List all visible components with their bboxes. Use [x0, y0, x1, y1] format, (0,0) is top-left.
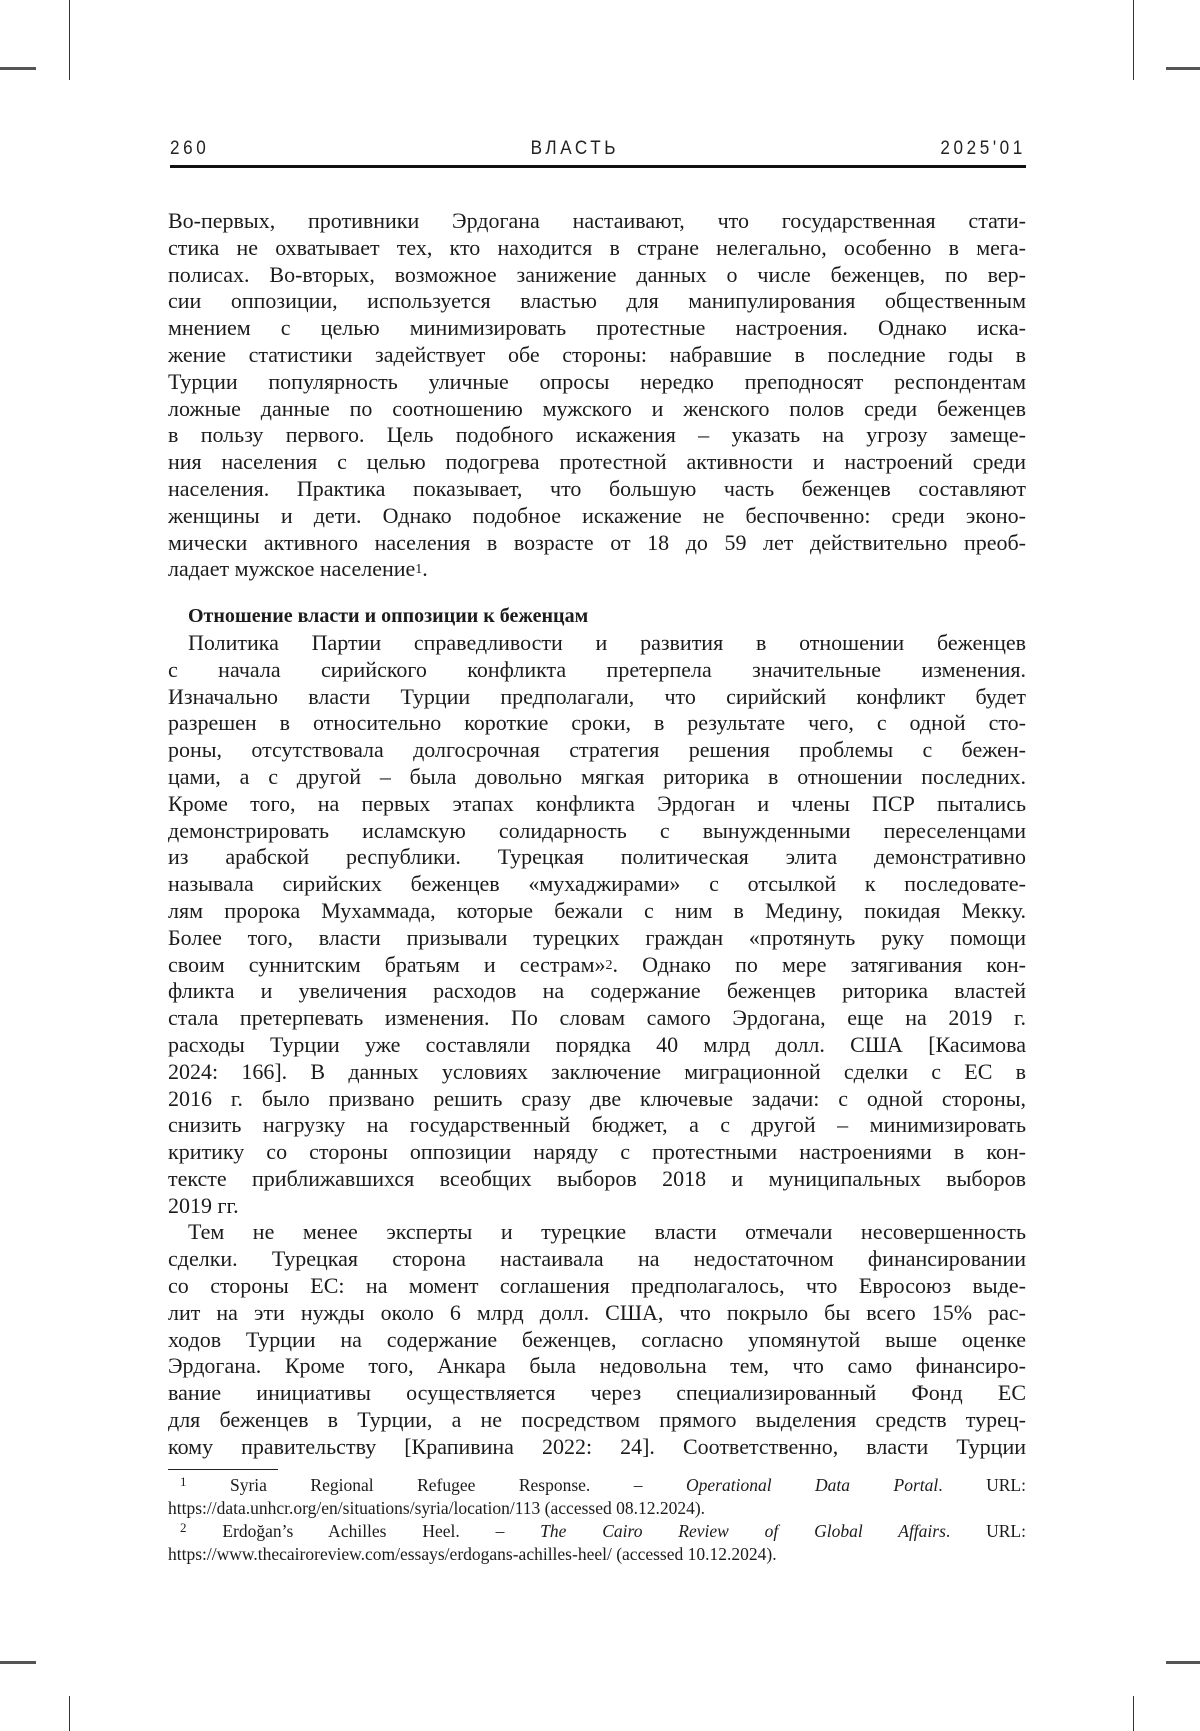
text-line: в пользу первого. Цель подобного искажения – указать на угрозу замеще-	[168, 422, 1026, 448]
text-line: критику со стороны оппозиции наряду с протестными настроениями в кон-	[168, 1139, 1026, 1165]
text-line: 2019 гг.	[168, 1192, 239, 1218]
crop-mark-bottom-left	[69, 1696, 70, 1731]
crop-mark-left-upper	[0, 67, 36, 70]
text-fragment: Политика Партии справедливости и развития в отношении беженцев	[188, 629, 1026, 655]
text-line: мически активного населения в возрасте от 18 до 59 лет действительно преоб-	[168, 529, 1026, 555]
header-rule	[170, 165, 1026, 168]
paragraph-3	[168, 1219, 1026, 1460]
text-line	[168, 952, 1026, 979]
text-line: стика не охватывает тех, кто находится в стране нелегально, особенно в мега-	[168, 234, 1026, 260]
crop-mark-right-lower	[1166, 1661, 1200, 1664]
text-line: с начала сирийского конфликта претерпела значительные изменения.	[168, 656, 1026, 682]
text-line: для беженцев в Турции, а не посредством прямого выделения средств турец-	[168, 1407, 1026, 1433]
text-line: тексте приближавшихся всеобщих выборов 2018 и муниципальных выборов	[168, 1165, 1026, 1191]
text-line: разрешен в относительно короткие сроки, в результате чего, с одной сто-	[168, 710, 1026, 736]
text-line: вание инициативы осуществляется через специализированный Фонд ЕС	[168, 1380, 1026, 1406]
crop-mark-left-lower	[0, 1661, 36, 1664]
text-line: расходы Турции уже составляли порядка 40 млрд долл. США [Касимова	[168, 1031, 1026, 1057]
footnote-1	[168, 1474, 1026, 1520]
crop-mark-bottom-right	[1133, 1696, 1134, 1731]
running-header	[170, 138, 1026, 166]
text-line: Более того, власти призывали турецких граждан «протянуть руку помощи	[168, 924, 1026, 950]
text-line: Во-первых, противники Эрдогана настаивают, что государственная стати-	[168, 208, 1026, 233]
text-line: лям пророка Мухаммада, которые бежали с ним в Медину, покидая Мекку.	[168, 897, 1026, 923]
paragraph-2	[168, 630, 1026, 1220]
text-line: ложные данные по соотношению мужского и женского полов среди беженцев	[168, 395, 1026, 421]
text-line: Эрдогана. Кроме того, Анкара была недовольна тем, что само финансиро-	[168, 1353, 1026, 1379]
text-line: Кроме того, на первых этапах конфликта Эрдоган и члены ПСР пытались	[168, 790, 1026, 816]
crop-mark-top-right	[1133, 0, 1134, 80]
text-line: ния населения с целью подогрева протестной активности и настроений среди	[168, 449, 1026, 475]
text-line: сии оппозиции, используется властью для манипулирования общественным	[168, 288, 1026, 314]
text-line: снизить нагрузку на государственный бюджет, а с другой – минимизировать	[168, 1112, 1026, 1138]
text-line: сделки. Турецкая сторона настаивала на недостаточном финансировании	[168, 1246, 1026, 1272]
text-line	[168, 630, 1026, 657]
paragraph-1	[168, 208, 1026, 583]
text-line: стала претерпевать изменения. По словам самого Эрдогана, еще на 2019 г.	[168, 1005, 1026, 1031]
text-line: 2024: 166]. В данных условиях заключение миграционной сделки с ЕС в	[168, 1058, 1026, 1084]
text-line: мнением с целью минимизировать протестные настроения. Однако иска-	[168, 315, 1026, 341]
section-heading: Отношение власти и оппозиции к беженцам	[188, 605, 589, 628]
article-body	[168, 208, 1026, 1566]
text-fragment: . Однако по мере затягивания кон-	[612, 951, 1026, 977]
footnote-url[interactable]: . URL: https://www.thecairoreview.com/essays/erdogans-achilles-heel/ (accessed 10.12.2024).	[168, 1520, 1026, 1564]
text-line: лит на эти нужды около 6 млрд долл. США, что покрыло бы всего 15% рас-	[168, 1299, 1026, 1325]
text-fragment: ладает мужское население	[168, 556, 416, 582]
footnote-text: Erdoğan’s Achilles Heel. –	[222, 1520, 541, 1541]
crop-mark-top-left	[69, 0, 70, 80]
text-line	[168, 1219, 1026, 1246]
text-line: демонстрировать исламскую солидарность с вынужденными переселенцами	[168, 817, 1026, 843]
footnote-number: 2	[180, 1519, 187, 1535]
footnote-text: Syria Regional Refugee Response. –	[229, 1474, 687, 1495]
footnotes	[168, 1474, 1026, 1566]
text-line: 2016 г. было призвано решить сразу две ключевые задачи: с одной стороны,	[168, 1085, 1026, 1111]
footnote-ref-2[interactable]: 2	[605, 957, 613, 973]
text-line: ходов Турции на содержание беженцев, согласно упомянутой выше оценке	[168, 1326, 1026, 1352]
text-fragment: Тем не менее эксперты и турецкие власти отмечали несовершенность	[188, 1219, 1026, 1245]
text-line	[168, 556, 1026, 583]
text-fragment: своим суннитским братьям и сестрам»	[168, 951, 606, 977]
issue-number: 2025'01	[940, 138, 1026, 159]
footnote-separator	[168, 1469, 278, 1470]
text-line: со стороны ЕС: на момент соглашения предполагалось, что Евросоюз выде-	[168, 1273, 1026, 1299]
text-line: Турции популярность уличные опросы нередко преподносят респондентам	[168, 368, 1026, 394]
footnote-source: Operational Data Portal	[686, 1474, 939, 1495]
text-line: женщины и дети. Однако подобное искажение не беспочвенно: среди эконо-	[168, 502, 1026, 528]
text-line: из арабской республики. Турецкая политическая элита демонстративно	[168, 844, 1026, 870]
footnote-url[interactable]: . URL: https://data.unhcr.org/en/situations/syria/location/113 (accessed 08.12.2024).	[168, 1474, 1026, 1518]
text-line: кому правительству [Крапивина 2022: 24]. Соответственно, власти Турции	[168, 1433, 1026, 1459]
footnote-number: 1	[180, 1473, 187, 1489]
text-line: жение статистики задействует обе стороны: набравшие в последние годы в	[168, 341, 1026, 367]
text-line: полисах. Во-вторых, возможное занижение данных о числе беженцев, по вер-	[168, 261, 1026, 287]
text-line: фликта и увеличения расходов на содержание беженцев риторика властей	[168, 978, 1026, 1004]
text-line: населения. Практика показывает, что большую часть беженцев составляют	[168, 475, 1026, 501]
footnote-source: The Cairo Review of Global Affairs	[540, 1520, 946, 1541]
footnote-2	[168, 1520, 1026, 1566]
page-number: 260	[170, 138, 210, 159]
footnote-ref-1[interactable]: 1	[415, 562, 423, 578]
crop-mark-right-upper	[1166, 67, 1200, 70]
text-line: Изначально власти Турции предполагали, что сирийский конфликт будет	[168, 683, 1026, 709]
text-line: роны, отсутствовала долгосрочная стратегия решения проблемы с бежен-	[168, 737, 1026, 763]
journal-title: ВЛАСТЬ	[530, 138, 620, 159]
text-line: цами, а с другой – была довольно мягкая риторика в отношении последних.	[168, 763, 1026, 789]
text-fragment: .	[422, 556, 428, 582]
text-line: называла сирийских беженцев «мухаджирами» с отсылкой к последовате-	[168, 871, 1026, 897]
